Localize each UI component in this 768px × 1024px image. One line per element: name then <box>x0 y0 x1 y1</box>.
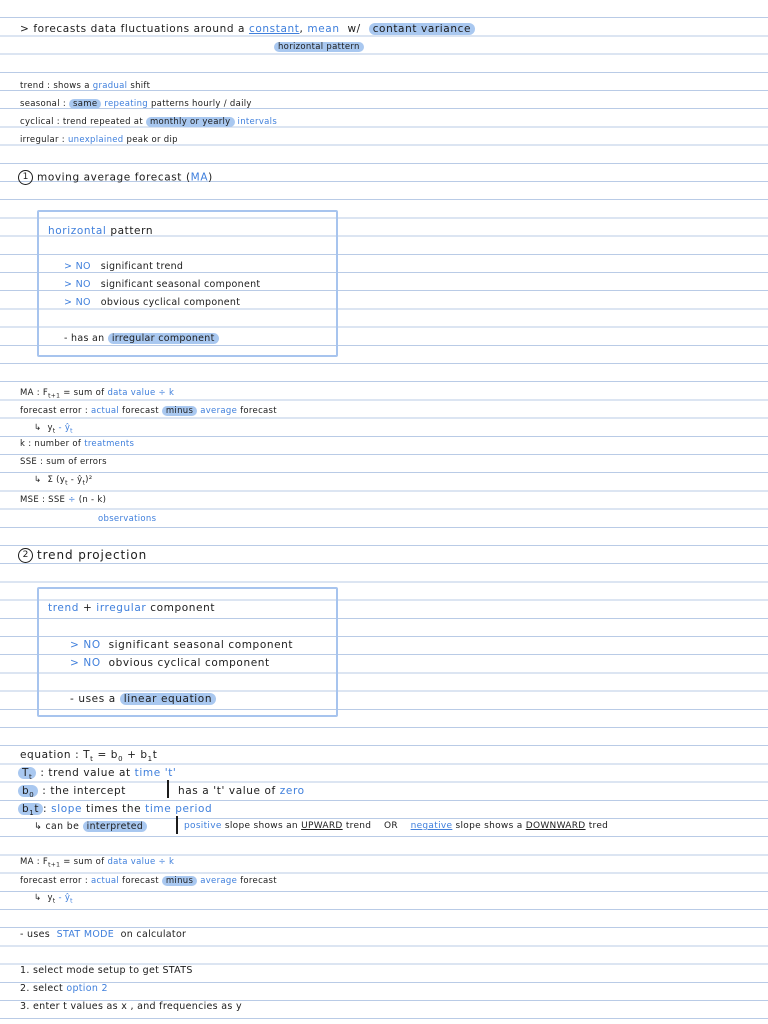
box1-item-2: > NO significant seasonal component <box>64 279 261 290</box>
intro-line: > forecasts data fluctuations around a constant, mean w/ contant variance <box>20 24 475 35</box>
mse-definition: MSE : SSE ÷ (n - k) <box>20 495 107 505</box>
box2-item-1: > NO significant seasonal component <box>70 639 294 651</box>
trend-definition: trend : shows a gradual shift <box>20 81 151 91</box>
forecast-error-def: forecast error : actual forecast minus average forecast <box>20 406 277 416</box>
box1-item-1: > NO significant trend <box>64 261 184 272</box>
b0-note: has a 't' value of zero <box>178 785 305 797</box>
highlight-contant-variance: contant variance <box>369 23 475 35</box>
bullet-arrow: > <box>20 23 30 35</box>
k-definition: k : number of treatments <box>20 439 135 449</box>
b0-definition: $b_0$ : the intercept <box>18 786 126 799</box>
box1-title: horizontal pattern <box>48 225 154 237</box>
b1t-definition: $b_1t$ : slope times the time period <box>18 804 212 817</box>
sse-formula: ↳ Σ ($y_t$ - $ŷ_t)^2$ <box>34 475 93 487</box>
trend-equation: equation : $T_t = b_0 + b_1t$ <box>20 749 158 764</box>
horizontal-pattern-note: horizontal pattern <box>274 43 364 52</box>
calculator-step-1: 1. select mode setup to get STATS <box>20 965 193 976</box>
circled-number-1: 1 <box>18 170 33 185</box>
forecast-error-formula-2: ↳ $y_t$ - $ŷ_t$ <box>34 893 73 905</box>
irregular-definition: irregular : unexplained peak or dip <box>20 135 178 145</box>
stat-mode-line: - uses STAT MODE on calculator <box>20 929 187 940</box>
box2-item-2: > NO obvious cyclical component <box>70 657 270 669</box>
box2-dash-line: - uses a linear equation <box>70 694 216 705</box>
interp-divider <box>176 816 178 834</box>
forecast-error-formula: ↳ $y_t$ - $ŷ_t$ <box>34 423 73 435</box>
tt-definition: $T_t$ : trend value at time 't' <box>18 768 176 781</box>
calculator-step-3: 3. enter t values as x , and frequencies as y <box>20 1001 242 1012</box>
seasonal-definition: seasonal : same repeating patterns hourly / daily <box>20 99 252 109</box>
ma-formula-2: MA : $F_{t+1}$ = sum of data value ÷ k <box>20 857 175 869</box>
observations-note: observations <box>98 514 157 524</box>
slope-interpretation-detail: positive slope shows an UPWARD trend OR negative slope shows a DOWNWARD tred <box>184 821 609 831</box>
section-2-heading: 2 trend projection <box>18 548 147 563</box>
b0-divider <box>167 780 169 798</box>
section-1-heading: 1 moving average forecast (MA) <box>18 170 213 185</box>
cyclical-definition: cyclical : trend repeated at monthly or yearly intervals <box>20 117 278 127</box>
ma-formula: MA : $F_{t+1}$ = sum of data value ÷ k <box>20 388 175 400</box>
sse-definition: SSE : sum of errors <box>20 457 107 467</box>
box1-dash-line: - has an irregular component <box>64 334 219 344</box>
circled-number-2: 2 <box>18 548 33 563</box>
calculator-step-2: 2. select option 2 <box>20 983 108 994</box>
forecast-error-def-2: forecast error : actual forecast minus average forecast <box>20 876 277 886</box>
box2-title: trend + irregular component <box>48 602 216 614</box>
box1-item-3: > NO obvious cyclical component <box>64 297 241 308</box>
slope-interpretation: ↳ can be interpreted <box>34 822 147 831</box>
